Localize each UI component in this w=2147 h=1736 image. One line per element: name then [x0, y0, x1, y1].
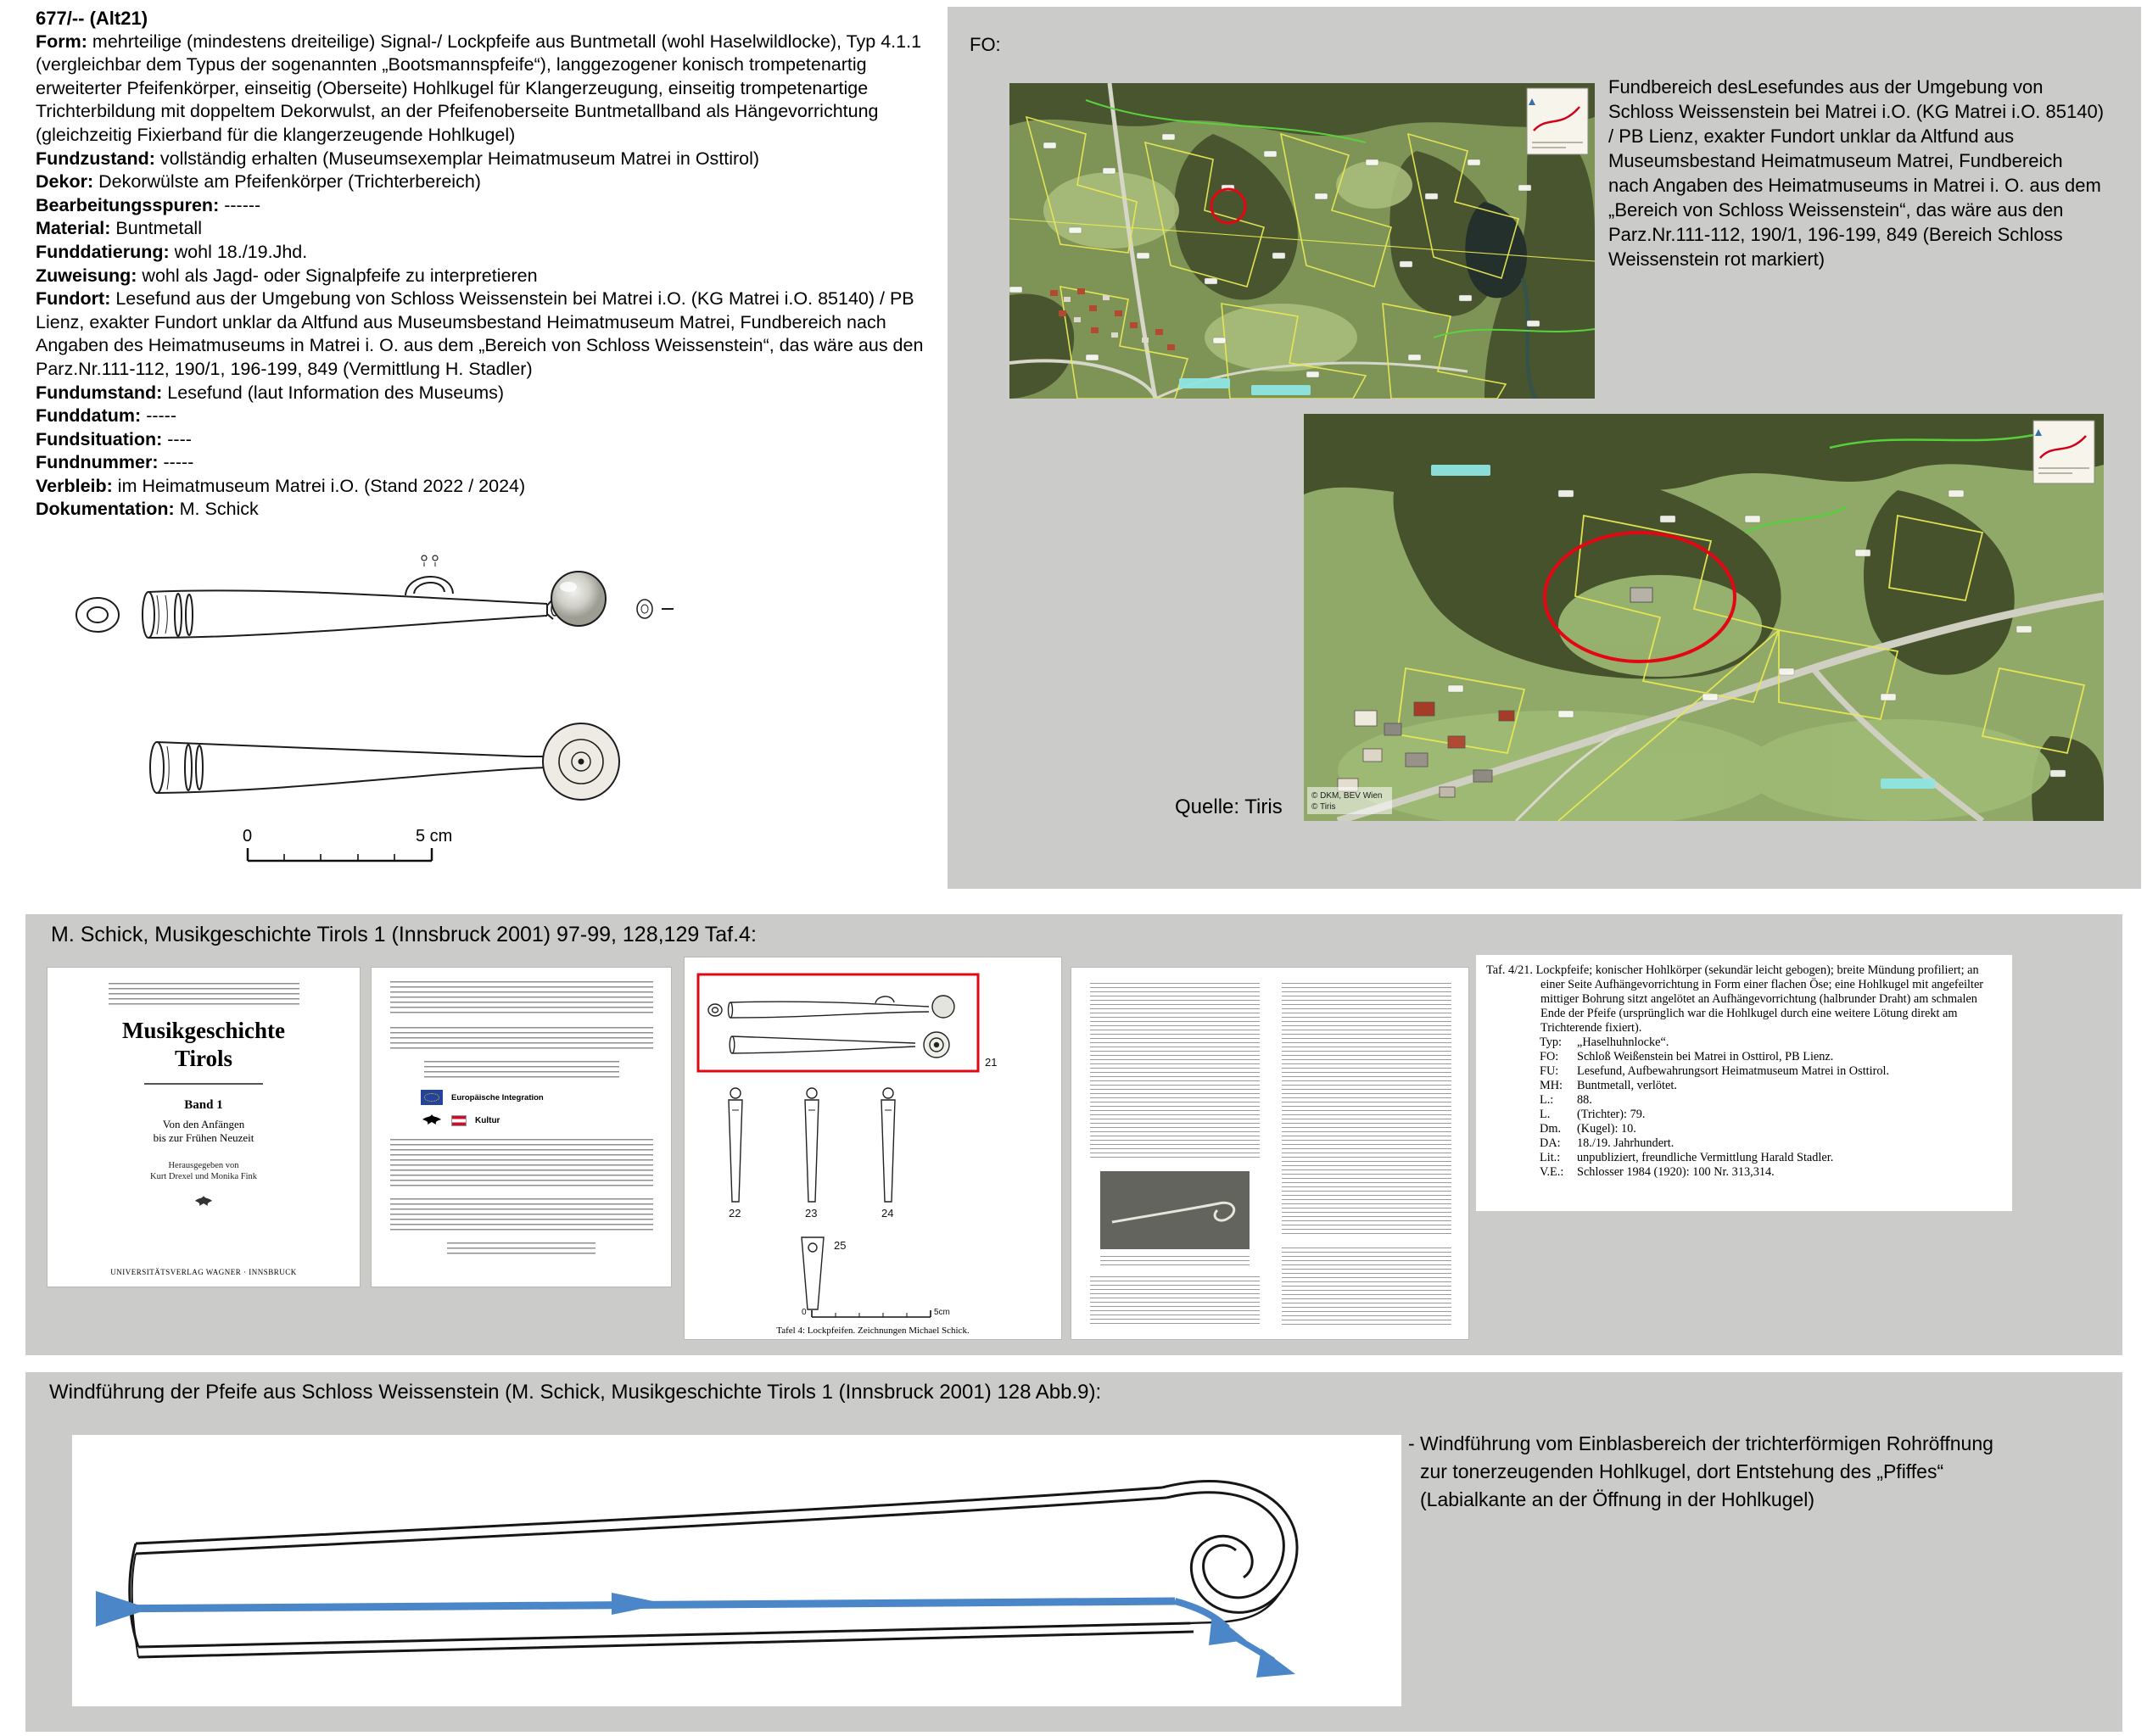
taf-label: Taf. 4/21.: [1486, 963, 1533, 977]
taf-row: L.: 88.: [1540, 1093, 1592, 1107]
book-editors-line2: Kurt Drexel und Monika Fink: [150, 1171, 257, 1181]
inset-caption-placeholder: [1100, 1256, 1250, 1268]
taf-description-box: [1476, 955, 2012, 1211]
sound-ball: [551, 572, 606, 626]
scale-zero-label: 0: [243, 827, 253, 846]
svg-text:© Tiris: © Tiris: [1311, 802, 1336, 812]
taf-row: FO: Schloß Weißenstein bei Matrei in Osttirol, PB Lienz.: [1540, 1050, 1834, 1063]
plate-number: 21: [985, 1056, 998, 1069]
plate-scale-zero: 0: [802, 1308, 807, 1317]
scale-cm-label: 5 cm: [416, 827, 453, 846]
plate-number: 23: [805, 1207, 818, 1220]
wind-note: - Windführung vom Einblasbereich der trichterförmigen Rohröffnung zur tonerzeugenden Hohlkugel, dort Entstehung des „Pfiffes“ (Labialkante an der Öffnung in der Hohlkugel): [1408, 1432, 1993, 1510]
imprint-text-placeholder: [390, 1027, 653, 1051]
taf-head-text: Lockpfeife; konischer Hohlkörper (sekundär leicht gebogen); breite Mündung profiliert; an einer Seite Aufhängevorrichtung in Form einer flachen Öse; eine Hohlkugel mit angefeilter mittiger Bohrung sitzt angelötet an Aufhängevorrichtung (halbrunder Draht) am schmalen Ende der Pfeife (ursprünglich war die Hohlkugel durch eine weitere Lötung direkt am Trichterende fixiert).: [1535, 963, 1984, 1035]
legend-inset: [2033, 421, 2094, 483]
catalog-field: Fundzustand: vollständig erhalten (Museumsexemplar Heimatmuseum Matrei in Osttirol): [36, 148, 760, 169]
imprint-page-scan: [371, 967, 672, 1287]
catalog-field: Fundsituation: ----: [36, 428, 192, 449]
plate-number: 24: [881, 1207, 894, 1220]
publisher-emblem-icon: [193, 1194, 214, 1211]
taf-row: Lit.: unpubliziert, freundliche Vermittlung Harald Stadler.: [1540, 1151, 1834, 1164]
cover-rule: [144, 1083, 263, 1085]
svg-text:© DKM, BEV Wien: © DKM, BEV Wien: [1311, 791, 1383, 801]
taf-row: V.E.: Schlosser 1984 (1920): 100 Nr. 313,314.: [1540, 1165, 1775, 1179]
austria-flag-icon: [451, 1115, 467, 1126]
plate-page-scan: [684, 957, 1062, 1340]
aerial-map-overview: [1009, 83, 1595, 399]
taf-row: L. (Trichter): 79.: [1540, 1108, 1646, 1121]
aerial-map-detail: [1304, 414, 2104, 821]
taf-row: DA: 18./19. Jahrhundert.: [1540, 1136, 1675, 1150]
airflow-drawing-box: [72, 1435, 1401, 1706]
book-title-line2: Tirols: [174, 1046, 233, 1071]
plate-number: 25: [834, 1239, 847, 1252]
imprint-text-placeholder: [424, 1061, 619, 1078]
book-subtitle-line2: bis zur Frühen Neuzeit: [153, 1130, 254, 1144]
scale-bar: [248, 848, 432, 861]
literature-header: M. Schick, Musikgeschichte Tirols 1 (Innsbruck 2001) 97-99, 128,129 Taf.4:: [51, 923, 757, 946]
plate-drawings: [685, 957, 1061, 1322]
whistle-illustration: [51, 543, 730, 899]
taf-row: MH: Buntmetall, verlötet.: [1540, 1079, 1677, 1092]
eu-label: Europäische Integration: [451, 1092, 544, 1102]
inset-photo: [1100, 1171, 1250, 1249]
text-page-scan: [1071, 967, 1469, 1340]
plate-scale-bar: [812, 1310, 931, 1317]
kultur-label: Kultur: [475, 1115, 500, 1125]
catalog-field: Material: Buntmetall: [36, 218, 202, 239]
catalog-field: Form: mehrteilige (mindestens dreiteilige) Signal-/ Lockpfeife aus Buntmetall (wohl Haselwildlocke), Typ 4.1.1 (vergleichbar dem Typus der sogenannten „Bootsmannspfeife“), langgezogener konisch trompetenartig erweiterter Pfeifenkörper, einseitig (Oberseite) Hohlkugel für Klangerzeugung, einseitig trompetenartige Trichterbildung mit doppeltem Dekorwulst, an der Pfeifenoberseite Buntmetallband als Hängevorrichtung (gleichzeitig Fixierband für die klangerzeugende Hohlkugel): [36, 31, 922, 145]
eu-flag-icon: [421, 1090, 443, 1105]
find-drawing: [51, 543, 730, 899]
catalog-field: Funddatierung: wohl 18./19.Jhd.: [36, 241, 308, 262]
catalog-field: Dekor: Dekorwülste am Pfeifenkörper (Trichterbereich): [36, 171, 481, 193]
fo-description: Fundbereich desLesefundes aus der Umgebung von Schloss Weissenstein bei Matrei i.O. (KG Matrei i.O. 85140) / PB Lienz, exakter Fundort unklar da Altfund aus Museumsbestand Heimatmuseum Matrei, Fundbereich nach Angaben des Heimatmuseums in Matrei i. O. aus dem „Bereich von Schloss Weissenstein“, das wäre aus den Parz.Nr.111-112, 190/1, 196-199, 849 (Bereich Schloss Weissenstein rot markiert): [1608, 76, 2105, 270]
book-editors-line1: Herausgegeben von: [168, 1160, 239, 1170]
catalog-field: Funddatum: -----: [36, 405, 176, 427]
wind-header: Windführung der Pfeife aus Schloss Weissenstein (M. Schick, Musikgeschichte Tirols 1 (Innsbruck 2001) 128 Abb.9):: [49, 1381, 1102, 1404]
book-cover-scan: [47, 967, 361, 1287]
plate-caption: Tafel 4: Lockpfeifen. Zeichnungen Michael Schick.: [776, 1326, 970, 1336]
catalog-field: Fundnummer: -----: [36, 452, 194, 473]
book-band: Band 1: [184, 1097, 223, 1112]
legend-inset: [1527, 88, 1588, 154]
plate-number: 22: [729, 1207, 741, 1220]
airflow-drawing: [72, 1435, 1401, 1706]
book-subtitle-line1: Von den Anfängen: [162, 1117, 245, 1130]
series-text-placeholder: [109, 983, 299, 1005]
column-text-placeholder: [1090, 1276, 1260, 1326]
map-credits: [1307, 787, 1392, 814]
taf-row: Typ: „Haselhuhnlocke“.: [1540, 1035, 1669, 1049]
column-text-placeholder: [1282, 983, 1451, 1237]
catalog-field: Zuweisung: wohl als Jagd- oder Signalpfeife zu interpretieren: [36, 265, 538, 286]
column-text-placeholder: [1090, 983, 1260, 1161]
imprint-text-placeholder: [447, 1242, 595, 1256]
fo-label: FO:: [970, 34, 1001, 55]
catalog-field: Fundort: Lesefund aus der Umgebung von Schloss Weissenstein bei Matrei i.O. (KG Matrei i.O. 85140) / PB Lienz, exakter Fundort unklar da Altfund aus Museumsbestand Heimatmuseum Matrei, Fundbereich nach Angaben des Heimatmuseums in Matrei i. O. aus dem „Bereich von Schloss Weissenstein“, das wäre aus den Parz.Nr.111-112, 190/1, 196-199, 849 (Vermittlung H. Stadler): [36, 288, 924, 379]
plate-scale-label: 5cm: [934, 1308, 950, 1317]
catalog-field: Bearbeitungsspuren: ------: [36, 194, 261, 215]
imprint-text-placeholder: [390, 981, 653, 1017]
imprint-text-placeholder: [390, 1139, 653, 1188]
catalog-field: Verbleib: im Heimatmuseum Matrei i.O. (Stand 2022 / 2024): [36, 475, 526, 496]
austrian-eagle-icon: [421, 1114, 443, 1127]
catalog-field: Fundumstand: Lesefund (laut Information des Museums): [36, 382, 505, 403]
taf-row: FU: Lesefund, Aufbewahrungsort Heimatmuseum Matrei in Osttirol.: [1540, 1064, 1890, 1078]
catalog-field: Dokumentation: M. Schick: [36, 499, 259, 520]
book-publisher: UNIVERSITÄTSVERLAG WAGNER · INNSBRUCK: [110, 1268, 297, 1276]
taf-row: Dm. (Kugel): 10.: [1540, 1122, 1636, 1136]
map-source-label: Quelle: Tiris: [1175, 795, 1283, 818]
footnotes-placeholder: [1282, 1248, 1451, 1326]
catalog-entry: [36, 7, 925, 522]
book-title-line1: Musikgeschichte: [122, 1018, 285, 1043]
imprint-text-placeholder: [390, 1198, 653, 1232]
catalog-id: 677/-- (Alt21): [36, 8, 148, 29]
